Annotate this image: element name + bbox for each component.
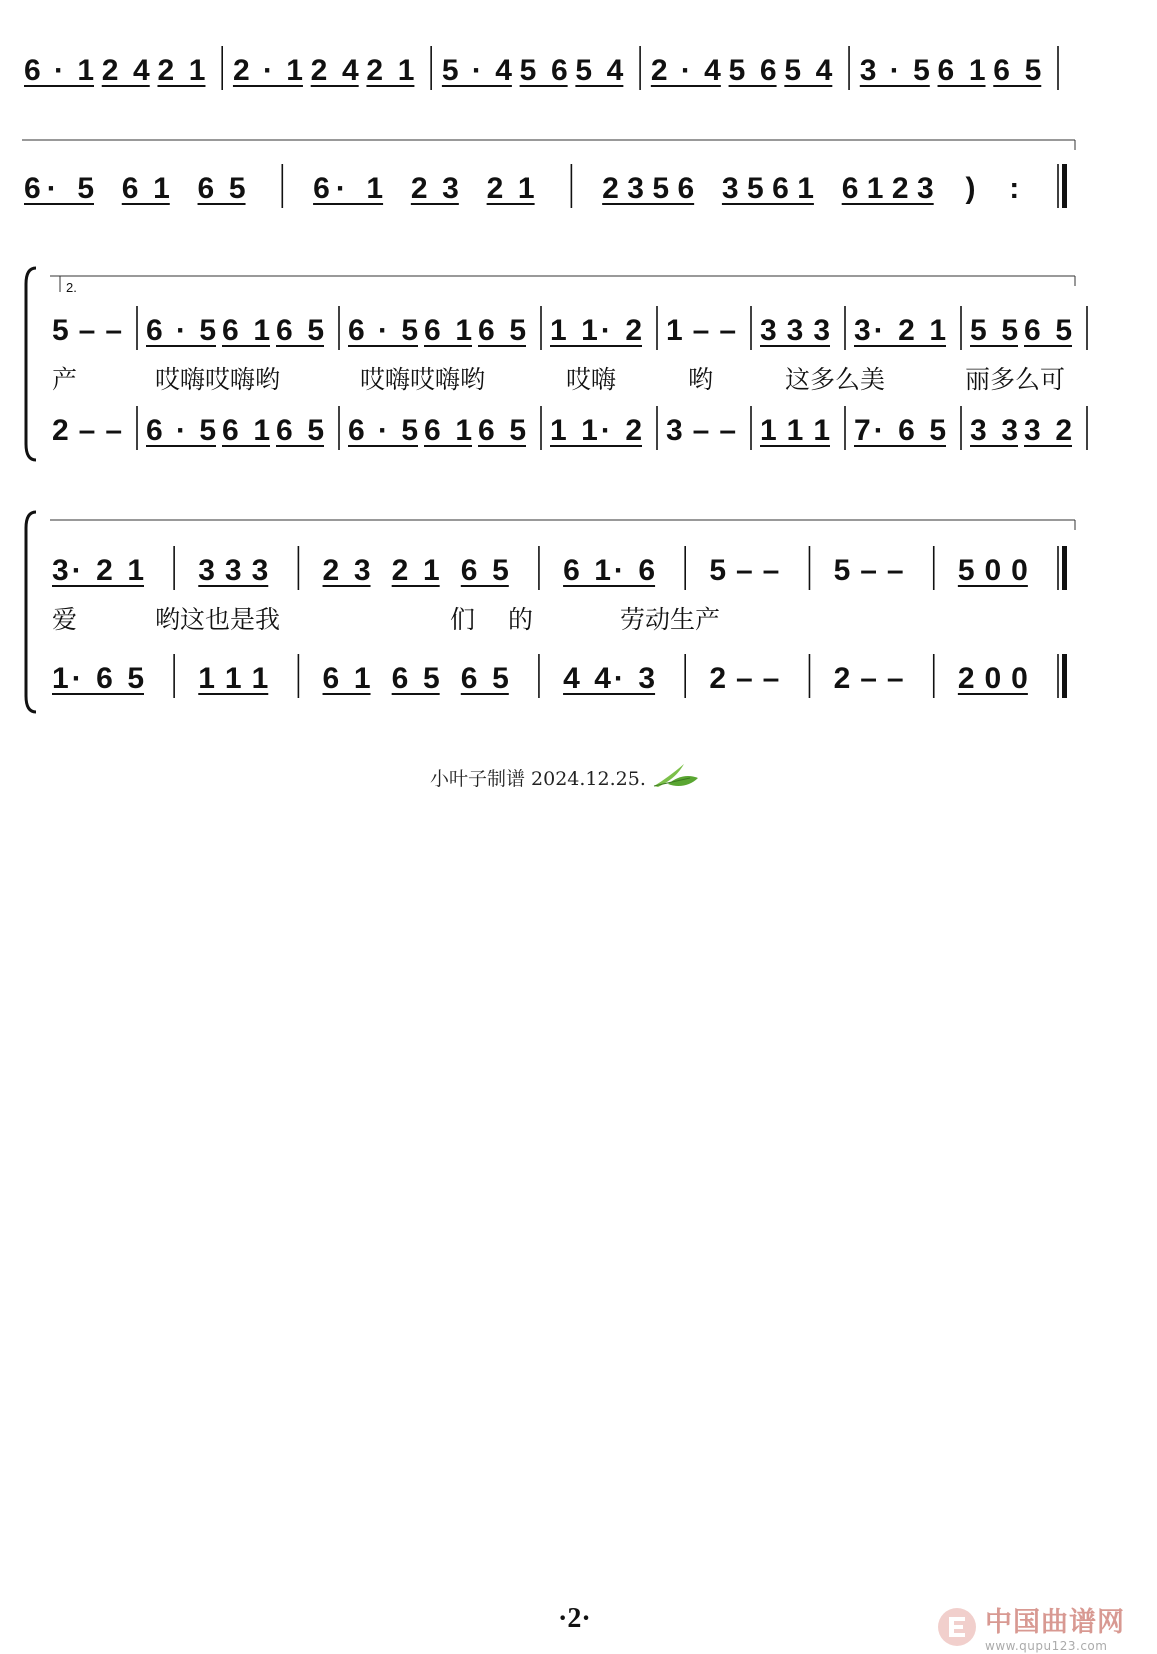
note-group: 6 1 2 3 [841, 172, 934, 205]
note-group: 3· 2 1 [854, 314, 946, 347]
site-watermark [935, 1600, 1125, 1653]
lyric-phrase: 产 [52, 365, 78, 394]
note-group: 1 1 1 [760, 414, 830, 447]
lyric-phrase: 这多么美 [785, 365, 886, 394]
repeat-symbol: ) [965, 172, 976, 205]
note-group: 2 3 5 6 [602, 172, 695, 205]
note-group: 2 1 [366, 54, 415, 87]
lyric-phrase: 哟 [688, 365, 714, 394]
second-ending-label: 2. [66, 280, 77, 295]
note-group: 6·5 [146, 314, 216, 347]
note-group: 6 1 [424, 414, 472, 447]
note-group: 6 5 [276, 414, 324, 447]
repeat-symbol: : [1009, 172, 1020, 205]
note-group: 6 5 [478, 414, 526, 447]
note-group: 3 3 3 [760, 314, 830, 347]
note-group: 3 – – [666, 414, 736, 447]
note-group: 6 1· 6 [563, 554, 656, 587]
note-group: 6 1 [222, 314, 270, 347]
note-group: 6 5 [276, 314, 324, 347]
note-group: 6·5 [348, 314, 418, 347]
site-url: www.qupu123.com [985, 1639, 1108, 1653]
note-group: 1 1 1 [198, 662, 269, 695]
note-group: 2 3 [322, 554, 371, 587]
note-group: 7· 6 5 [854, 414, 946, 447]
note-group: 6 5 [993, 54, 1042, 87]
note-group: 5 4 [575, 54, 624, 87]
note-group: 2 4 [101, 54, 150, 87]
lyric-phrase: 哎嗨 [566, 365, 617, 394]
note-group: 6·5 [146, 414, 216, 447]
system-brace [26, 512, 36, 712]
note-group: 6 1 [222, 414, 270, 447]
note-group: 5 5 [970, 314, 1018, 347]
note-group: 2 – – [709, 662, 780, 695]
note-group: 6 5 [460, 554, 509, 587]
note-group: 2 1 [486, 172, 535, 205]
note-group: 5 – – [52, 314, 122, 347]
note-group: 6 1 [424, 314, 472, 347]
final-barline [1062, 546, 1067, 590]
lyric-phrase: 哎嗨哎嗨哟 [360, 365, 486, 394]
note-group: 6·5 [348, 414, 418, 447]
note-group: 6 1 [322, 662, 371, 695]
note-group: 6 5 [391, 662, 440, 695]
lyric-phrase: 们 [450, 605, 476, 634]
credit-text: 小叶子制谱 2024.12.25. [430, 768, 646, 790]
transcriber-credit [430, 760, 700, 795]
note-group: 4 4· 3 [563, 662, 656, 695]
note-group: 6 1 [121, 172, 170, 205]
site-name: 中国曲谱网 [985, 1607, 1125, 1638]
note-group: 3 3 [970, 414, 1018, 447]
note-group: 3 3 3 [198, 554, 269, 587]
note-group: 5 – – [709, 554, 780, 587]
note-group: 5·4 [441, 54, 512, 87]
system-brace [26, 268, 36, 460]
note-group: 6 5 [197, 172, 246, 205]
note-group: 2 1 [157, 54, 206, 87]
note-group: 2 – – [52, 414, 122, 447]
line-1 [24, 46, 1058, 90]
site-logo-icon [935, 1605, 979, 1649]
page-number: ·2· [558, 1603, 591, 1634]
note-group: 3 2 [1024, 414, 1072, 447]
note-group: 6 5 [460, 662, 509, 695]
leaf-icon [650, 760, 700, 795]
final-barline [1062, 164, 1067, 208]
note-group: 6· 1 [313, 172, 384, 205]
note-group: 2 – – [833, 662, 904, 695]
note-group: 6 5 [478, 314, 526, 347]
note-group: 5 6 [728, 54, 777, 87]
lyric-phrase: 丽多么可 [965, 365, 1066, 394]
note-group: 6· 5 [24, 172, 94, 205]
note-group: 2 3 [410, 172, 459, 205]
note-group: 6 5 [1024, 314, 1072, 347]
note-group: 6 1 [937, 54, 986, 87]
line-3 [26, 268, 1087, 460]
lyric-phrase: 哎嗨哎嗨哟 [155, 365, 281, 394]
note-group: 6·1 [24, 54, 94, 87]
line-2 [22, 140, 1075, 208]
note-group: 3·5 [859, 54, 930, 87]
note-group: 2·4 [650, 54, 721, 87]
note-group: 5 0 0 [957, 554, 1028, 587]
note-group: 3· 2 1 [52, 554, 144, 587]
line-4 [26, 512, 1075, 712]
note-group: 5 4 [784, 54, 833, 87]
lyric-phrase: 爱 [52, 605, 78, 634]
lyric-phrase: 的 [508, 605, 534, 634]
note-group: 5 6 [519, 54, 568, 87]
note-group: 2 4 [310, 54, 359, 87]
note-group: 3 5 6 1 [721, 172, 814, 205]
lyric-phrase: 哟这也是我 [155, 605, 281, 634]
note-group: 1 1· 2 [550, 414, 642, 447]
note-group: 1· 6 5 [52, 662, 144, 695]
note-group: 2 1 [391, 554, 440, 587]
note-group: 1 1· 2 [550, 314, 642, 347]
lyric-phrase: 劳动生产 [620, 605, 721, 634]
note-group: 2 0 0 [957, 662, 1028, 695]
final-barline [1062, 654, 1067, 698]
note-group: 2·1 [232, 54, 303, 87]
note-group: 5 – – [833, 554, 904, 587]
note-group: 1 – – [666, 314, 736, 347]
